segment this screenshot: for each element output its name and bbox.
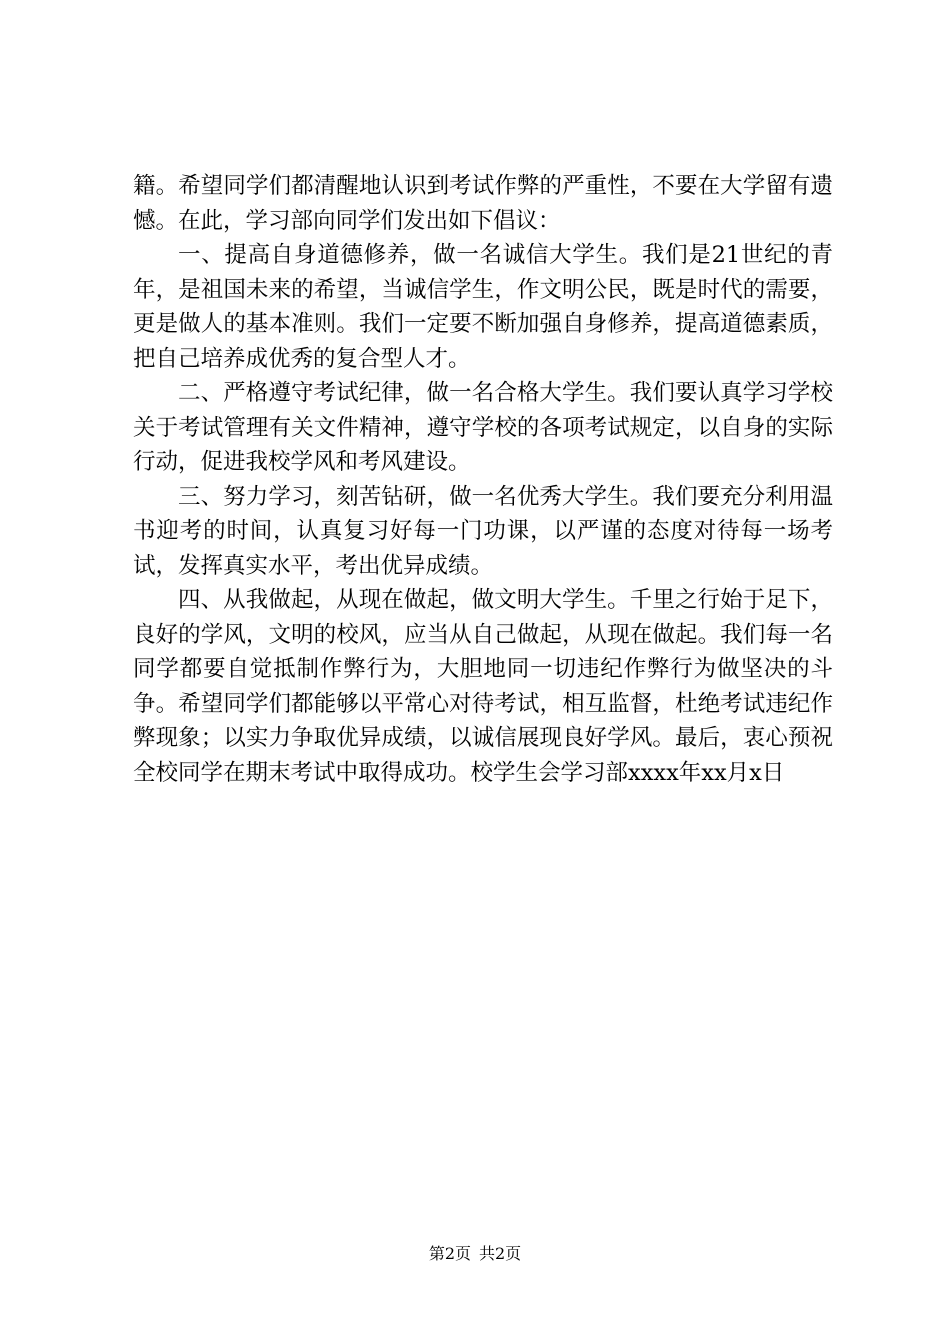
page-number: 第2页	[428, 1244, 471, 1263]
paragraph-proposal-3: 三、努力学习，刻苦钻研，做一名优秀大学生。我们要充分利用温书迎考的时间，认真复习好每一门功课，以严谨的态度对待每一场考试，发挥真实水平，考出优异成绩。	[133, 483, 833, 579]
page-footer	[0, 1243, 950, 1265]
paragraph-proposal-1: 一、提高自身道德修养，做一名诚信大学生。我们是21世纪的青年，是祖国未来的希望，当诚信学生，作文明公民，既是时代的需要，更是做人的基本准则。我们一定要不断加强自身修养，提高道德素质，把自己培养成优秀的复合型人才。	[133, 242, 833, 372]
paragraph-proposal-2: 二、严格遵守考试纪律，做一名合格大学生。我们要认真学习学校关于考试管理有关文件精神，遵守学校的各项考试规定，以自身的实际行动，促进我校学风和考风建设。	[133, 380, 833, 475]
paragraph-proposal-4: 四、从我做起，从现在做起，做文明大学生。千里之行始于足下，良好的学风，文明的校风，应当从自己做起，从现在做起。我们每一名同学都要自觉抵制作弊行为，大胆地同一切违纪作弊行为做坚决的斗争。希望同学们都能够以平常心对待考试，相互监督，杜绝考试违纪作弊现象；以实力争取优异成绩，以诚信展现良好学风。最后，衷心预祝全校同学在期末考试中取得成功。校学生会学习部xxxx年xx月x日	[133, 587, 833, 786]
page-total: 共2页	[479, 1244, 522, 1263]
paragraph-continuation: 籍。希望同学们都清醒地认识到考试作弊的严重性，不要在大学留有遗憾。在此，学习部向同学们发出如下倡议：	[133, 173, 833, 234]
document-body	[133, 169, 833, 790]
